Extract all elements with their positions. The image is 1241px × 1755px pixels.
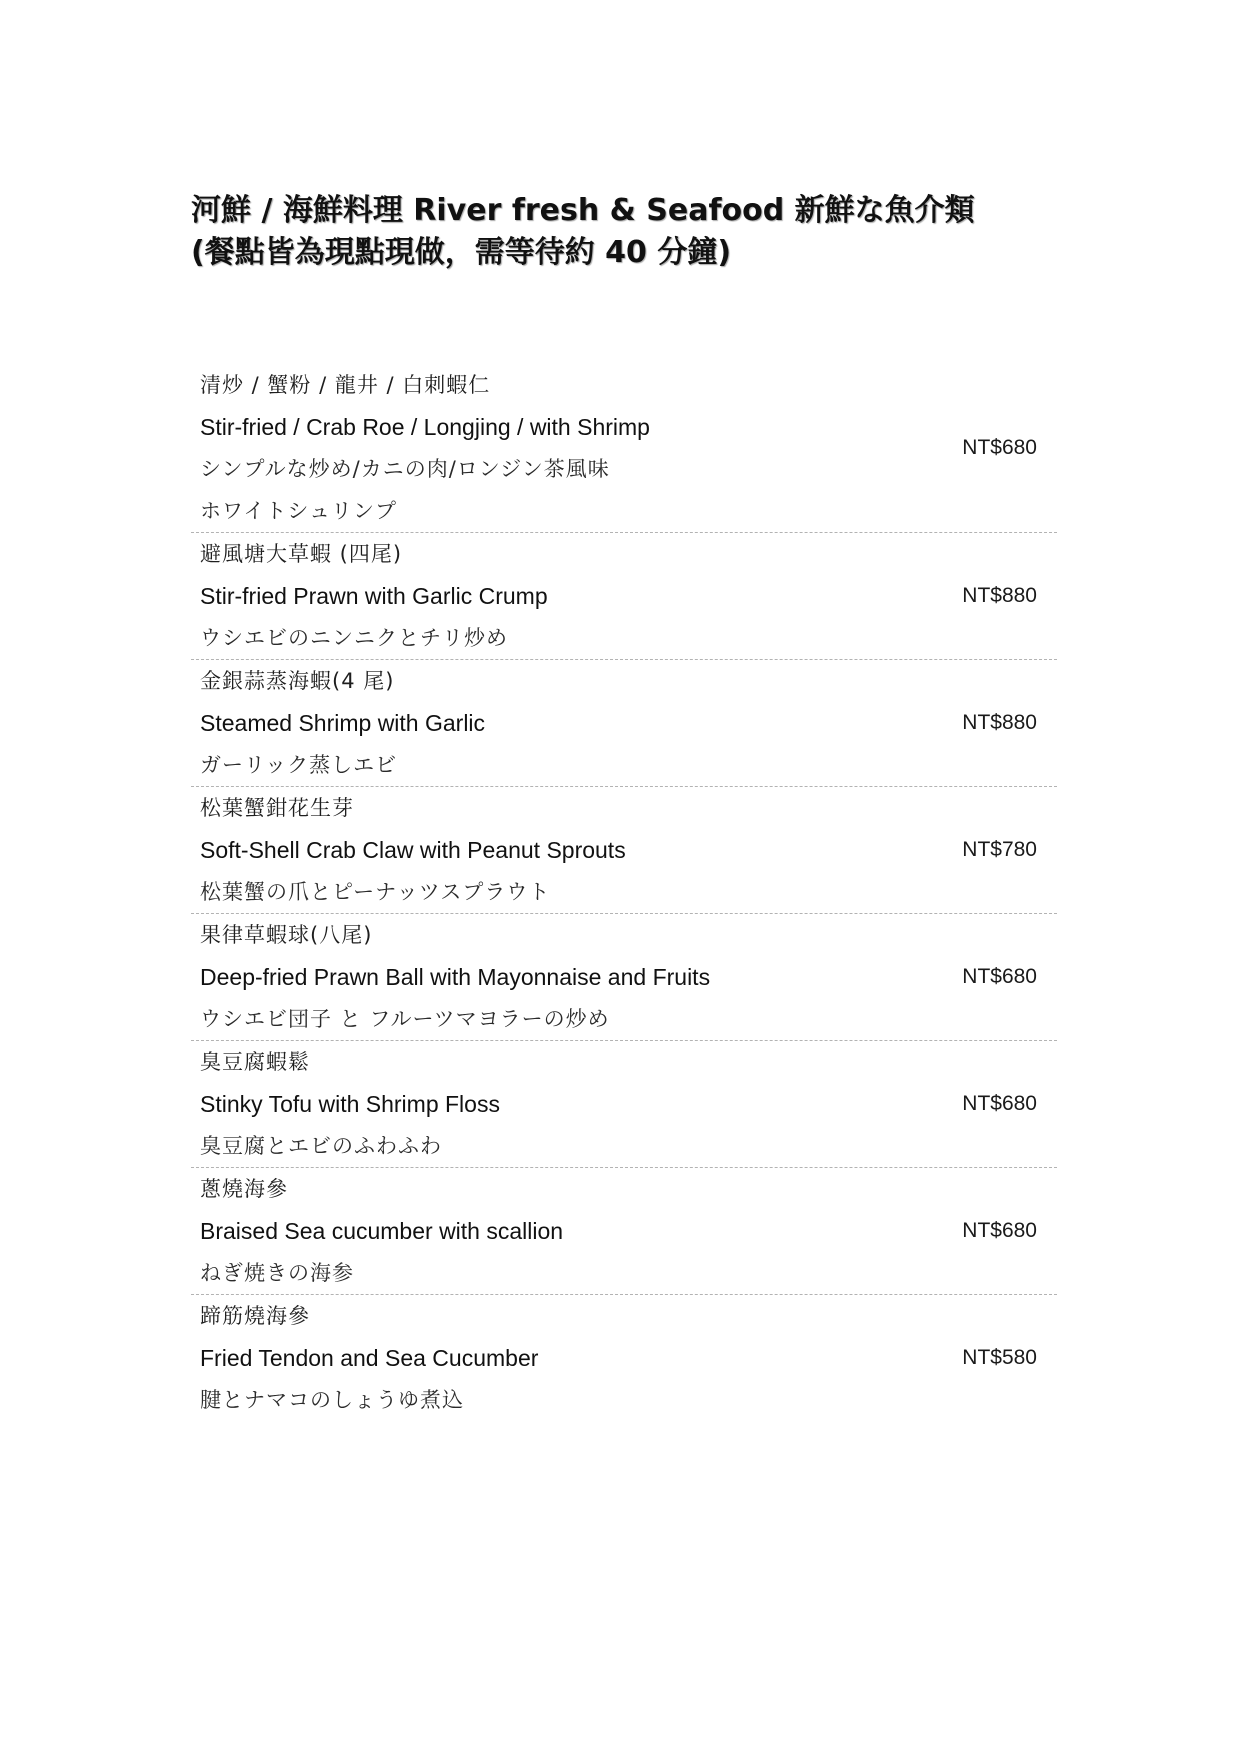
dish-name-japanese: ウシエビ団子 と フルーツマヨラーの炒め — [200, 1007, 610, 1031]
section-title: 河鮮 / 海鮮料理 River fresh & Seafood 新鮮な魚介類 — [191, 193, 975, 228]
dish-price: NT$880 — [962, 584, 1037, 607]
dish-name-chinese: 金銀蒜蒸海蝦(4 尾) — [200, 669, 395, 693]
dish-price: NT$680 — [962, 965, 1037, 988]
menu-item — [191, 787, 1057, 914]
dish-name-english: Steamed Shrimp with Garlic — [200, 710, 486, 736]
dish-name-english: Braised Sea cucumber with scallion — [200, 1218, 564, 1244]
dish-name-chinese: 蹄筋燒海參 — [200, 1304, 310, 1328]
dish-name-japanese: シンプルな炒め/カニの肉/ロンジン茶風味 — [200, 457, 610, 481]
menu-item — [191, 1041, 1057, 1168]
dish-name-chinese: 避風塘大草蝦 (四尾) — [200, 542, 403, 566]
dish-name-japanese: ガーリック蒸しエビ — [200, 753, 398, 777]
menu-item — [191, 533, 1057, 660]
menu-item — [191, 1295, 1057, 1421]
menu-item — [191, 914, 1057, 1041]
dish-name-english: Deep-fried Prawn Ball with Mayonnaise and Fruits — [200, 964, 711, 990]
dish-name-chinese: 蔥燒海參 — [200, 1177, 288, 1201]
dish-name-english: Soft-Shell Crab Claw with Peanut Sprouts — [200, 837, 626, 863]
dish-name-chinese: 果律草蝦球(八尾) — [200, 923, 373, 947]
dish-price: NT$580 — [962, 1346, 1037, 1369]
dish-name-english: Stinky Tofu with Shrimp Floss — [200, 1091, 500, 1117]
menu-item — [191, 660, 1057, 787]
section-note: (餐點皆為現點現做，需等待約 40 分鐘) — [191, 235, 732, 270]
dish-name-chinese: 松葉蟹鉗花生芽 — [200, 796, 354, 820]
dish-name-japanese: ウシエビのニンニクとチリ炒め — [200, 626, 508, 650]
dish-price: NT$880 — [962, 711, 1037, 734]
dish-price: NT$780 — [962, 838, 1037, 861]
dish-price: NT$680 — [962, 436, 1037, 459]
dish-name-english: Fried Tendon and Sea Cucumber — [200, 1345, 539, 1371]
dish-name-japanese: 松葉蟹の爪とピーナッツスプラウト — [200, 880, 551, 904]
menu-heading — [191, 190, 1071, 274]
dish-name-english: Stir-fried Prawn with Garlic Crump — [200, 583, 548, 609]
menu-item — [191, 1168, 1057, 1295]
dish-name-english: Stir-fried / Crab Roe / Longjing / with Shrimp — [200, 414, 650, 440]
dish-name-japanese: 腱とナマコのしょうゆ煮込 — [200, 1388, 464, 1412]
dish-name-japanese: 臭豆腐とエビのふわふわ — [200, 1134, 442, 1158]
menu-item — [191, 364, 1057, 533]
dish-name-japanese: ホワイトシュリンプ — [200, 499, 397, 523]
dish-price: NT$680 — [962, 1092, 1037, 1115]
dish-name-japanese: ねぎ焼きの海参 — [200, 1261, 354, 1285]
dish-name-chinese: 臭豆腐蝦鬆 — [200, 1050, 310, 1074]
dish-name-chinese: 清炒 / 蟹粉 / 龍井 / 白刺蝦仁 — [200, 373, 491, 397]
menu-list — [191, 364, 1057, 1421]
dish-price: NT$680 — [962, 1219, 1037, 1242]
